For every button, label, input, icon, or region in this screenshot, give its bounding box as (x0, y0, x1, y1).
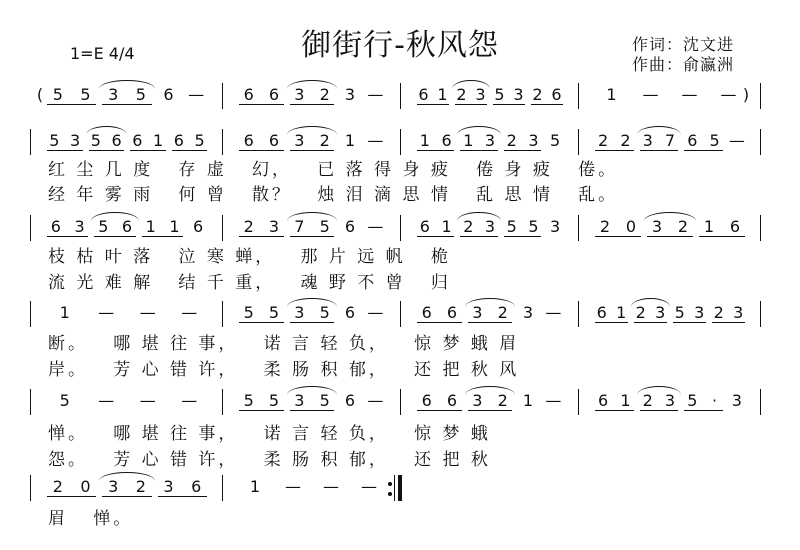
lyric-text: 断。 哪 堪 往 事， 诺 言 轻 负， 惊 梦 蛾 眉 (48, 334, 520, 354)
note: 2 (463, 217, 474, 236)
dash-note: — (367, 85, 384, 104)
dash-note: — (642, 85, 659, 104)
note: 6 (446, 303, 458, 322)
slur-arc (457, 212, 500, 221)
dash-note: — (728, 131, 745, 150)
note: 0 (80, 477, 91, 496)
lyric-line (0, 268, 800, 292)
bar-line (30, 215, 31, 241)
slur-arc (287, 80, 338, 89)
bar-line (578, 215, 579, 241)
note: 3 (522, 303, 534, 322)
note: 1 (145, 217, 156, 236)
note: 7 (664, 131, 676, 150)
note: 1 (441, 217, 452, 236)
note: 3 (163, 477, 174, 496)
note-row (0, 124, 800, 158)
bar-line (30, 389, 31, 415)
bar-line (578, 301, 579, 327)
beam-underline (647, 236, 693, 237)
note: 3 (484, 131, 496, 150)
bar-line (222, 215, 223, 241)
note: 5 (528, 217, 539, 236)
note: 2 (532, 85, 543, 104)
note: 3 (642, 131, 653, 150)
beam-underline (290, 236, 335, 237)
slur-arc (452, 80, 490, 89)
note: · (712, 391, 718, 410)
slur-arc (99, 80, 154, 89)
note: 3 (484, 217, 496, 236)
note: 6 (446, 391, 458, 410)
beam-underline (460, 150, 497, 151)
beam-underline (640, 150, 679, 151)
note: 5 (550, 131, 561, 150)
note: 5 (52, 85, 63, 104)
bar-line (578, 129, 579, 155)
dash-note: — (181, 303, 198, 322)
song-title: 御街行-秋风怨 (301, 28, 499, 63)
beam-underline (142, 236, 183, 237)
note: 5 (194, 131, 205, 150)
note: 5 (709, 131, 720, 150)
lyric-line (0, 329, 800, 353)
beam-underline (493, 104, 525, 105)
note: 2 (635, 303, 646, 322)
note-row (0, 384, 800, 418)
beam-underline (290, 410, 335, 411)
beam-underline (531, 104, 563, 105)
note: 3 (344, 85, 356, 104)
bar-line (30, 301, 31, 327)
dash-note: — (139, 303, 156, 322)
bar-line (400, 389, 401, 415)
note: 1 (249, 477, 261, 496)
beam-underline (684, 150, 723, 151)
note: 1 (344, 131, 356, 150)
note: 2 (677, 217, 689, 236)
beam-underline (47, 150, 83, 151)
note: 6 (344, 217, 356, 236)
note: 6 (421, 303, 432, 322)
note: 3 (550, 217, 561, 236)
beam-underline (102, 496, 151, 497)
note: 6 (344, 391, 356, 410)
note: 3 (472, 303, 483, 322)
beam-underline (673, 322, 706, 323)
dash-note: — (285, 477, 301, 496)
key-signature: 1=E 4/4 (70, 44, 135, 63)
note: 2 (52, 477, 63, 496)
note: 6 (243, 85, 254, 104)
bar-line (30, 129, 31, 155)
slur-arc (86, 126, 128, 135)
note: 5 (687, 391, 698, 410)
note: 2 (497, 391, 508, 410)
bar-line (222, 389, 223, 415)
note: 2 (456, 85, 467, 104)
note: 3 (268, 217, 280, 236)
bar-line (222, 129, 223, 155)
note: 6 (344, 303, 356, 322)
note: 7 (294, 217, 305, 236)
beam-underline (455, 104, 487, 105)
beam-underline (595, 150, 634, 151)
note: 1 (437, 85, 448, 104)
note: 6 (551, 85, 562, 104)
note: 1 (59, 303, 70, 322)
beam-underline (417, 322, 462, 323)
note: 5 (243, 303, 254, 322)
note: 2 (620, 131, 631, 150)
note: 1 (616, 303, 627, 322)
note-row (0, 210, 800, 244)
note: 1 (522, 391, 534, 410)
paren-close: ) (742, 85, 750, 104)
beam-underline (47, 496, 96, 497)
note: 6 (598, 391, 609, 410)
beam-underline (47, 104, 96, 105)
beam-underline (712, 322, 745, 323)
beam-underline (417, 410, 462, 411)
note: 6 (268, 131, 280, 150)
note: 3 (731, 391, 742, 410)
beam-underline (460, 236, 497, 237)
note: 3 (475, 85, 486, 104)
note: 2 (243, 217, 254, 236)
lyric-line (0, 155, 800, 179)
note: 3 (655, 303, 666, 322)
slur-arc (287, 386, 338, 395)
beam-underline (239, 150, 284, 151)
dash-note: — (681, 85, 698, 104)
lyric-text: 经 年 雾 雨 何 曾 散？ 烛 泪 滴 思 情 乱 思 情 乱。 (48, 185, 619, 205)
note: 3 (651, 217, 663, 236)
note: 1 (606, 85, 617, 104)
note: 5 (49, 131, 60, 150)
note: 3 (70, 131, 81, 150)
composer-credit: 作曲：俞瀛洲 (632, 55, 735, 74)
lyric-text: 红 尘 几 度 存 虚 幻， 已 落 得 身 疲 倦 身 疲 倦。 (48, 160, 619, 180)
note: 3 (528, 131, 539, 150)
note: 5 (59, 391, 70, 410)
lyric-line (0, 242, 800, 266)
bar-line (760, 389, 761, 415)
slur-arc (644, 212, 696, 221)
note: 3 (294, 131, 305, 150)
slur-arc (99, 472, 154, 481)
lyric-line (0, 445, 800, 469)
beam-underline (89, 150, 125, 151)
note: 5 (268, 391, 280, 410)
note: 5 (674, 303, 685, 322)
beam-underline (699, 236, 745, 237)
dash-note: — (367, 217, 384, 236)
note: 6 (421, 391, 432, 410)
lyric-line (0, 180, 800, 204)
dash-note: — (98, 303, 115, 322)
bar-line (394, 475, 395, 501)
note-row (0, 470, 800, 504)
beam-underline (595, 322, 628, 323)
beam-underline (290, 322, 335, 323)
dash-note: — (323, 477, 339, 496)
note: 5 (98, 217, 109, 236)
beam-underline (290, 104, 335, 105)
note: 6 (132, 131, 143, 150)
beam-underline (158, 496, 207, 497)
bar-line (222, 475, 223, 501)
lyric-text: 流 光 难 解 结 千 重， 魂 野 不 曾 归 (48, 273, 451, 293)
note: 6 (173, 131, 184, 150)
beam-underline (172, 150, 208, 151)
slur-arc (465, 298, 516, 307)
lyric-text: 怨。 芳 心 错 许， 柔 肠 积 郁， 还 把 秋 (48, 450, 491, 470)
note: 3 (664, 391, 676, 410)
note: 6 (419, 217, 430, 236)
note: 6 (596, 303, 607, 322)
note: 1 (703, 217, 715, 236)
slur-arc (287, 212, 338, 221)
dash-note: — (139, 391, 156, 410)
note: 2 (506, 131, 517, 150)
note: 6 (243, 131, 254, 150)
beam-underline (290, 150, 335, 151)
lyric-text: 惮。 哪 堪 往 事， 诺 言 轻 负， 惊 梦 蛾 (48, 424, 491, 444)
bar-line (222, 83, 223, 109)
note: 6 (687, 131, 698, 150)
note: 3 (74, 217, 85, 236)
bar-line (400, 215, 401, 241)
bar-line (30, 475, 31, 501)
beam-underline (239, 410, 284, 411)
beam-underline (595, 410, 634, 411)
note: 6 (163, 85, 174, 104)
slur-arc (457, 126, 500, 135)
note: 1 (419, 131, 430, 150)
beam-underline (417, 104, 449, 105)
bar-line (400, 301, 401, 327)
note: 5 (268, 303, 280, 322)
beam-underline (468, 410, 513, 411)
note: 2 (642, 391, 653, 410)
dash-note: — (545, 391, 562, 410)
note: 3 (694, 303, 705, 322)
slur-arc (91, 212, 138, 221)
repeat-dot (388, 482, 392, 486)
note: 5 (319, 303, 330, 322)
note: 3 (294, 85, 305, 104)
beam-underline (640, 410, 679, 411)
lyric-line (0, 355, 800, 379)
dash-note: — (98, 391, 115, 410)
beam-underline (417, 236, 454, 237)
beam-underline (504, 236, 541, 237)
slur-arc (465, 386, 516, 395)
note: 5 (135, 85, 146, 104)
note: 6 (729, 217, 741, 236)
slur-arc (637, 126, 682, 135)
paren-open: ( (36, 85, 44, 104)
bar-line (222, 301, 223, 327)
beam-underline (130, 150, 166, 151)
beam-underline (595, 236, 641, 237)
note: 5 (506, 217, 517, 236)
note-row (0, 296, 800, 330)
dash-note: — (188, 85, 205, 104)
lyric-text: 眉 惮。 (48, 509, 134, 529)
repeat-end-bar (398, 475, 402, 501)
note-row (0, 78, 800, 112)
note: 6 (121, 217, 133, 236)
note: 5 (494, 85, 505, 104)
note: 2 (497, 303, 508, 322)
note: 1 (169, 217, 180, 236)
beam-underline (239, 104, 284, 105)
beam-underline (239, 236, 284, 237)
dash-note: — (361, 477, 377, 496)
slur-arc (287, 126, 338, 135)
dash-note: — (545, 303, 562, 322)
dash-note: — (181, 391, 198, 410)
note: 3 (108, 85, 119, 104)
bar-line (400, 129, 401, 155)
beam-underline (634, 322, 667, 323)
note: 2 (319, 131, 330, 150)
note: 0 (625, 217, 637, 236)
note: 5 (319, 217, 330, 236)
bar-line (760, 83, 761, 109)
note: 6 (441, 131, 452, 150)
dash-note: — (720, 85, 737, 104)
note: 5 (243, 391, 254, 410)
beam-underline (504, 150, 541, 151)
beam-underline (102, 104, 151, 105)
dash-note: — (367, 391, 384, 410)
note: 1 (153, 131, 164, 150)
slur-arc (287, 298, 338, 307)
note: 6 (268, 85, 280, 104)
note: 3 (472, 391, 483, 410)
repeat-dot (388, 492, 392, 496)
bar-line (760, 301, 761, 327)
bar-line (578, 83, 579, 109)
beam-underline (417, 150, 454, 151)
dash-note: — (367, 131, 384, 150)
beam-underline (684, 410, 723, 411)
slur-arc (637, 386, 682, 395)
note: 2 (135, 477, 146, 496)
beam-underline (47, 236, 88, 237)
note: 1 (463, 131, 474, 150)
beam-underline (239, 322, 284, 323)
note: 2 (713, 303, 724, 322)
bar-line (400, 83, 401, 109)
note: 5 (90, 131, 101, 150)
bar-line (578, 389, 579, 415)
note: 6 (111, 131, 122, 150)
note: 6 (191, 477, 202, 496)
lyric-text: 岸。 芳 心 错 许， 柔 肠 积 郁， 还 把 秋 风 (48, 360, 520, 380)
note: 6 (193, 217, 204, 236)
lyric-line (0, 419, 800, 443)
bar-line (760, 129, 761, 155)
lyric-text: 枝 枯 叶 落 泣 寒 蝉， 那 片 远 帆 桅 (48, 247, 451, 267)
note: 5 (80, 85, 91, 104)
note: 3 (108, 477, 119, 496)
beam-underline (94, 236, 135, 237)
note: 2 (598, 131, 609, 150)
lyric-line (0, 504, 800, 528)
beam-underline (468, 322, 513, 323)
slur-arc (631, 298, 670, 307)
bar-line (760, 215, 761, 241)
note: 6 (50, 217, 61, 236)
note: 1 (620, 391, 631, 410)
note: 2 (319, 85, 330, 104)
note: 3 (294, 391, 305, 410)
note: 5 (319, 391, 330, 410)
lyricist-credit: 作词：沈文进 (632, 35, 735, 54)
note: 3 (513, 85, 524, 104)
note: 2 (599, 217, 611, 236)
note: 3 (733, 303, 744, 322)
note: 3 (294, 303, 305, 322)
dash-note: — (367, 303, 384, 322)
note: 6 (418, 85, 429, 104)
